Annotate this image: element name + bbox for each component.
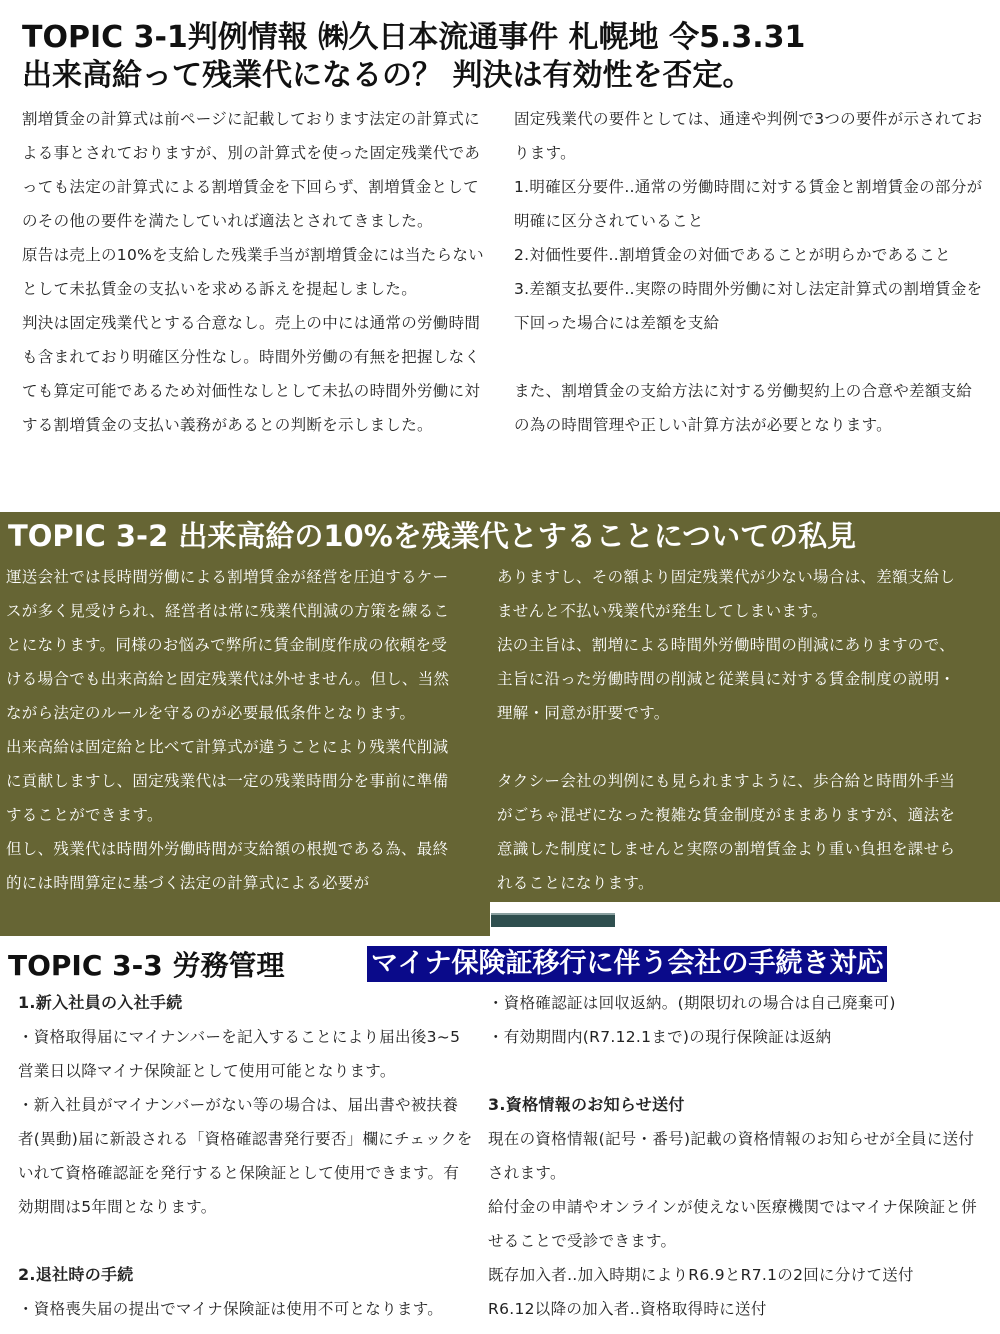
section-heading: 2.退社時の手続 [18,1265,134,1284]
paragraph: 割増賃金の計算式は前ページに記載しております法定の計算式による事とされておりますが、別の計算式を使った固定残業代であっても法定の計算式による割増賃金を下回らず、割増賃金としてのその他の要件を満たしていれば適法とされてきました。 [22,110,481,230]
topic1-title-line1: TOPIC 3-1判例情報 ㈱久日本流通事件 札幌地 令5.3.31 [22,20,806,55]
requirement-item: 2.対価性要件‥割増賃金の対価であることが明らかであること [514,246,951,264]
paragraph: ・新入社員がマイナンバーがない等の場合は、届出書や被扶養者(異動)届に新設される「資格確認書発行要否」欄にチェックをいれて資格確認証を発行すると保険証として使用できます。有効期間は5年間となります。 [18,1096,473,1216]
paragraph: ありますし、その額より固定残業代が少ない場合は、差額支給しませんと不払い残業代が発生してしまいます。 [497,568,956,620]
paragraph: タクシー会社の判例にも見られますように、歩合給と時間外手当がごちゃ混ぜになった複雑な賃金制度がままありますが、適法を意識した制度にしませんと実際の割増賃金より重い負担を課せられることになります。 [497,772,956,892]
topic1-left-column [22,102,484,442]
requirement-item: 1.明確区分要件‥通常の労働時間に対する賃金と割増賃金の部分が明確に区分されていること [514,178,983,230]
topic2-left-column [6,560,454,900]
topic2-panel [0,512,1000,902]
topic2-right-column [497,560,967,900]
paragraph: R6.12以降の加入者‥資格取得時に送付 [488,1300,767,1318]
paragraph: 法の主旨は、割増による時間外労働時間の削減にありますので、主旨に沿った労働時間の削減と従業員に対する賃金制度の説明・理解・同意が肝要です。 [497,636,956,722]
paragraph: ・有効期間内(R7.12.1まで)の現行保険証は返納 [488,1028,832,1046]
paragraph: ・資格確認証は回収返納。(期限切れの場合は自己廃棄可) [488,994,896,1012]
divider-bar [491,913,615,927]
topic3-banner: マイナ保険証移行に伴う会社の手続き対応 [367,946,887,982]
topic3-right-column [488,986,984,1326]
paragraph: ・資格取得届にマイナンバーを記入することにより届出後3~5営業日以降マイナ保険証として使用可能となります。 [18,1028,461,1080]
paragraph: 原告は売上の10%を支給した残業手当が割増賃金には当たらないとして未払賃金の支払いを求める訴えを提起しました。 [22,246,484,298]
paragraph: ・資格喪失届の提出でマイナ保険証は使用不可となります。 [18,1300,444,1318]
topic2-title: TOPIC 3-2 出来高給の10%を残業代とすることについての私見 [8,519,857,553]
paragraph: 判決は固定残業代とする合意なし。売上の中には通常の労働時間も含まれており明確区分性なし。時間外労働の有無を把握しなくても算定可能であるため対価性なしとして未払の時間外労働に対する割増賃金の支払い義務があるとの判断を示しました。 [22,314,481,434]
topic1-title-line2: 出来高給って残業代になるの？ 判決は有効性を否定。 [22,58,753,93]
paragraph: 既存加入者‥加入時期によりR6.9とR7.1の2回に分けて送付 [488,1266,914,1284]
topic1-right-column [514,102,984,442]
section-heading: 1.新入社員の入社手続 [18,993,183,1012]
spacer [497,730,967,764]
requirement-item: 3.差額支払要件‥実際の時間外労働に対し法定計算式の割増賃金を下回った場合には差額を支給 [514,280,983,332]
paragraph: 給付金の申請やオンラインが使えない医療機関ではマイナ保険証と併せることで受診できます。 [488,1198,978,1250]
paragraph: 現在の資格情報(記号・番号)記載の資格情報のお知らせが全員に送付されます。 [488,1130,975,1182]
spacer [18,1224,474,1258]
topic2-panel-tail [0,902,490,936]
paragraph: 運送会社では長時間労働による割増賃金が経営を圧迫するケースが多く見受けられ、経営者は常に残業代削減の方策を練ることになります。同様のお悩みで弊所に賃金制度作成の依頼を受ける場合でも出来高給と固定残業代は外せません。但し、当然ながら法定のルールを守るのが必要最低条件となります。 [6,568,450,722]
spacer [514,340,984,374]
topic3-title: TOPIC 3-3 労務管理 [8,949,285,982]
paragraph: 出来高給は固定給と比べて計算式が違うことにより残業代削減に貢献しますし、固定残業代は一定の残業時間分を事前に準備することができます。 [6,738,449,824]
topic3-left-column [18,986,474,1326]
spacer [488,1054,984,1088]
paragraph: 但し、残業代は時間外労働時間が支給額の根拠である為、最終的には時間算定に基づく法定の計算式による必要が [6,840,449,892]
paragraph: 固定残業代の要件としては、通達や判例で3つの要件が示されております。 [514,110,983,162]
paragraph: また、割増賃金の支給方法に対する労働契約上の合意や差額支給の為の時間管理や正しい計算方法が必要となります。 [514,382,973,434]
section-heading: 3.資格情報のお知らせ送付 [488,1095,685,1114]
